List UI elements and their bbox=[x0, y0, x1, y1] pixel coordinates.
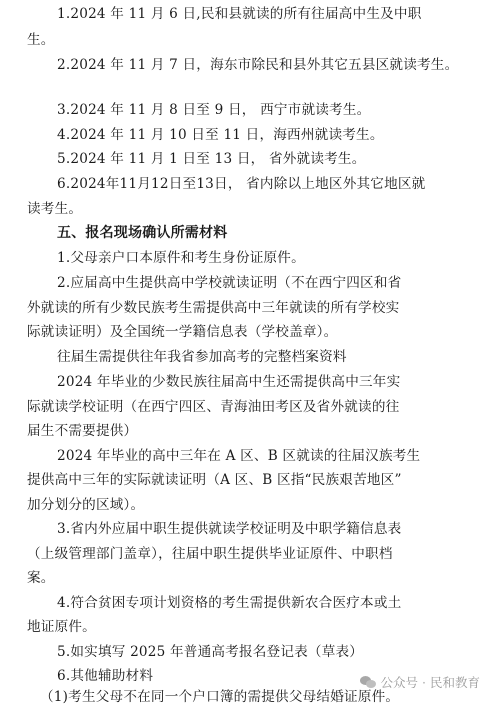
text-line-16: 际就读学校证明（在西宁四区、青海油田考区及省外就读的往 bbox=[27, 399, 400, 415]
text-line-21: 3.省内外应届中职生提供就读学校证明及中职学籍信息表 bbox=[57, 521, 402, 537]
text-line-10: 1.父母亲户口本原件和考生身份证原件。 bbox=[57, 250, 305, 266]
text-line-12: 外就读的所有少数民族考生需提供高中三年就读的所有学校实 bbox=[27, 300, 400, 316]
text-line-27: 6.其他辅助材料 bbox=[57, 668, 154, 684]
wechat-icon bbox=[360, 675, 376, 689]
watermark-separator: · bbox=[422, 674, 426, 690]
text-line-11: 2.应届高中生提供高中学校就读证明（不在西宁四区和省 bbox=[57, 275, 402, 291]
text-line-7: 6.2024年11月12日至13日， 省内除以上地区外其它地区就 bbox=[57, 176, 426, 192]
watermark-account-name: 民和教育 bbox=[429, 675, 480, 690]
text-line-2: 生。 bbox=[27, 32, 55, 48]
text-line-23: 案。 bbox=[27, 570, 55, 586]
text-line-17: 届生不需要提供） bbox=[27, 423, 138, 439]
watermark bbox=[360, 673, 480, 691]
text-line-22: （上级管理部门盖章），往届中职生提供毕业证原件、中职档 bbox=[27, 546, 393, 562]
text-line-25: 地证原件。 bbox=[27, 619, 96, 635]
text-line-19: 提供高中三年的实际就读证明（A 区、B 区指“民族艰苦地区” bbox=[27, 472, 402, 488]
text-line-26: 5.如实填写 2025 年普通高考报名登记表（草表） bbox=[57, 644, 364, 660]
text-line-28: （1)考生父母不在同一个户口簿的需提供父母结婚证原件。 bbox=[40, 689, 400, 705]
text-line-4: 3.2024 年 11 月 8 日至 9 日， 西宁市就读考生。 bbox=[57, 102, 371, 118]
text-line-18: 2024 年毕业的高中三年在 A 区、B 区就读的往届汉族考生 bbox=[57, 448, 421, 464]
text-line-13: 际就读证明）及全国统一学籍信息表（学校盖章）。 bbox=[27, 324, 338, 340]
text-line-3: 2.2024 年 11 月 7 日，海东市除民和县外其它五县区就读考生。 bbox=[57, 57, 459, 73]
text-line-8: 读考生。 bbox=[27, 201, 83, 217]
text-line-20: 加分划分的区域）。 bbox=[27, 497, 145, 513]
text-line-5: 4.2024 年 11 月 10 日至 11 日，海西州就读考生。 bbox=[57, 127, 384, 143]
section-heading: 五、报名现场确认所需材料 bbox=[57, 225, 228, 241]
text-line-6: 5.2024 年 11 月 1 日至 13 日， 省外就读考生。 bbox=[57, 151, 366, 167]
text-line-24: 4.符合贫困专项计划资格的考生需提供新农合医疗本或土 bbox=[57, 595, 402, 611]
text-line-15: 2024 年毕业的少数民族往届高中生还需提供高中三年实 bbox=[57, 374, 401, 390]
text-line-14: 往届生需提供往年我省参加高考的完整档案资料 bbox=[57, 349, 347, 365]
text-line-1: 1.2024 年 11 月 6 日,民和县就读的所有往届高中生及中职 bbox=[57, 6, 422, 22]
watermark-prefix: 公众号 bbox=[380, 675, 418, 690]
